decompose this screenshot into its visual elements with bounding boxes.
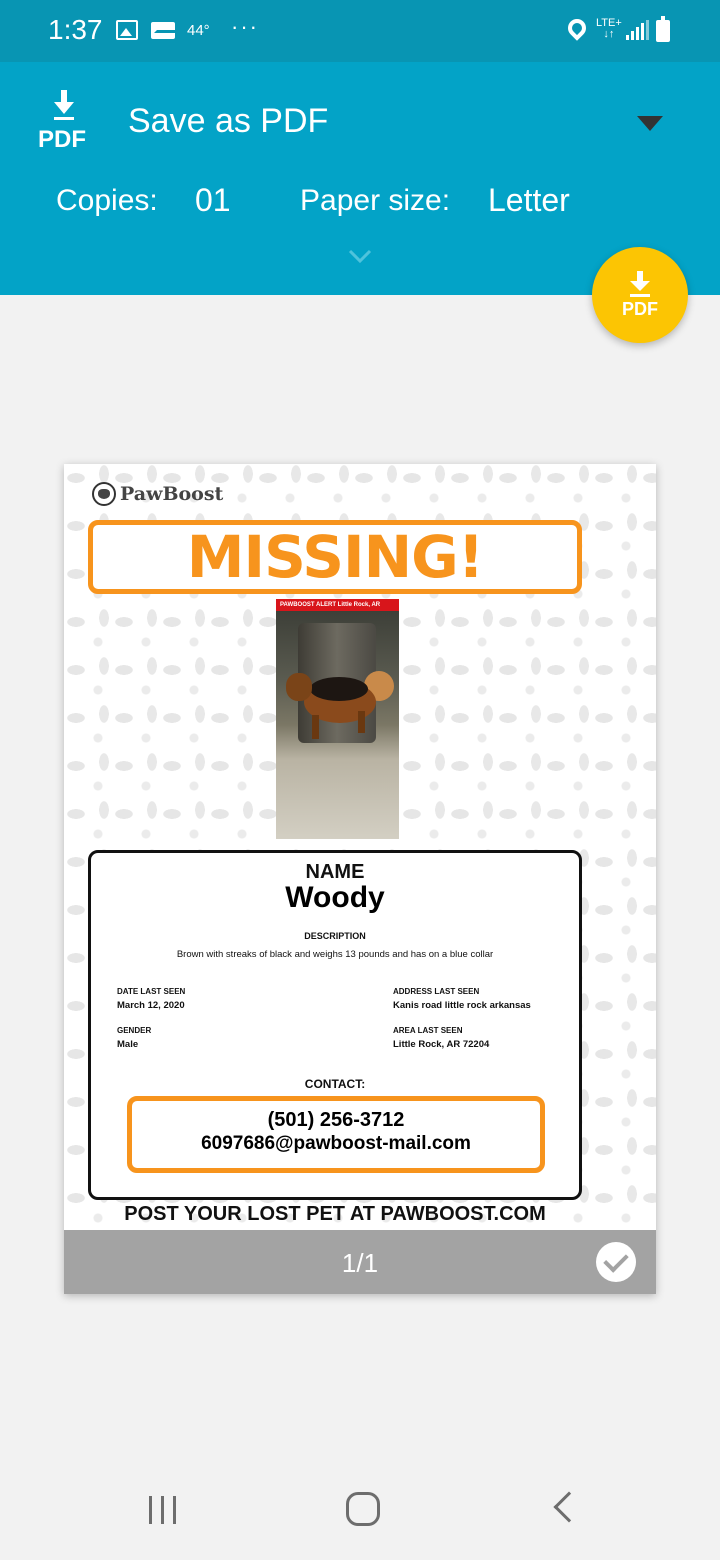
signal-icon bbox=[626, 20, 648, 40]
back-button[interactable] bbox=[553, 1491, 584, 1522]
page-preview[interactable] bbox=[64, 464, 656, 1294]
paper-size-select[interactable]: Letter bbox=[488, 182, 570, 218]
description-label: DESCRIPTION bbox=[304, 931, 366, 941]
pawboost-logo-text: PawBoost bbox=[120, 483, 224, 505]
gender-label: GENDER bbox=[117, 1026, 152, 1035]
gender-value: Male bbox=[117, 1039, 139, 1050]
copies-input[interactable]: 01 bbox=[195, 182, 231, 218]
pdf-printer-icon bbox=[36, 90, 92, 154]
pawboost-logo-icon bbox=[92, 482, 116, 506]
area-last-seen-value: Little Rock, AR 72204 bbox=[393, 1039, 490, 1050]
expand-options-chevron-icon[interactable] bbox=[348, 248, 372, 264]
image-icon bbox=[116, 20, 138, 40]
dog-photo-scene bbox=[276, 611, 399, 839]
copies-label: Copies: bbox=[56, 184, 158, 217]
flyer-footer-text: POST YOUR LOST PET AT PAWBOOST.COM bbox=[124, 1203, 546, 1225]
missing-headline: MISSING! bbox=[186, 523, 484, 591]
download-arrow-icon bbox=[629, 271, 651, 297]
address-last-seen-label: ADDRESS LAST SEEN bbox=[393, 987, 480, 996]
network-type: LTE+ ↓↑ bbox=[596, 17, 622, 40]
page-selected-checkbox[interactable] bbox=[596, 1242, 636, 1282]
download-pdf-label: PDF bbox=[622, 299, 658, 319]
pet-info-box bbox=[88, 850, 582, 1200]
page-indicator: 1/1 bbox=[341, 1248, 379, 1278]
download-pdf-button[interactable] bbox=[592, 247, 688, 343]
date-last-seen-label: DATE LAST SEEN bbox=[117, 987, 186, 996]
area-last-seen-label: AREA LAST SEEN bbox=[393, 1026, 463, 1035]
pet-photo bbox=[276, 599, 399, 845]
network-type-label: LTE+ bbox=[596, 17, 622, 29]
photo-alert-banner: PAWBOOST ALERT Little Rock, AR bbox=[276, 599, 399, 611]
date-last-seen-value: March 12, 2020 bbox=[117, 1000, 185, 1011]
navigation-bar bbox=[0, 1460, 720, 1560]
pawboost-logo bbox=[92, 480, 223, 508]
paper-size-label: Paper size: bbox=[300, 184, 451, 217]
status-bar bbox=[0, 0, 720, 62]
dropdown-arrow-icon[interactable] bbox=[637, 116, 663, 131]
pet-name: Woody bbox=[285, 881, 385, 914]
status-time: 1:37 bbox=[48, 14, 103, 45]
battery-icon bbox=[656, 20, 670, 42]
contact-label: CONTACT: bbox=[304, 1077, 366, 1091]
description-value: Brown with streaks of black and weighs 13 pounds and has on a blue collar bbox=[176, 949, 494, 960]
pdf-icon-label: PDF bbox=[38, 126, 86, 153]
page-bar bbox=[64, 1230, 656, 1294]
contact-phone: (501) 256-3712 bbox=[267, 1109, 405, 1131]
more-notifications-icon: ··· bbox=[231, 14, 259, 39]
recent-apps-button[interactable] bbox=[147, 1494, 179, 1526]
address-last-seen-value: Kanis road little rock arkansas bbox=[393, 1000, 531, 1011]
download-arrow-icon bbox=[54, 90, 74, 120]
mail-icon bbox=[151, 22, 175, 39]
contact-email: 6097686@pawboost-mail.com bbox=[201, 1133, 471, 1154]
printer-selector[interactable]: Save as PDF bbox=[128, 102, 329, 140]
home-button[interactable] bbox=[346, 1492, 380, 1526]
status-temperature: 44° bbox=[187, 22, 210, 39]
contact-box bbox=[127, 1096, 545, 1173]
name-label: NAME bbox=[305, 861, 365, 883]
missing-headline-box bbox=[88, 520, 582, 594]
location-icon bbox=[564, 15, 589, 40]
